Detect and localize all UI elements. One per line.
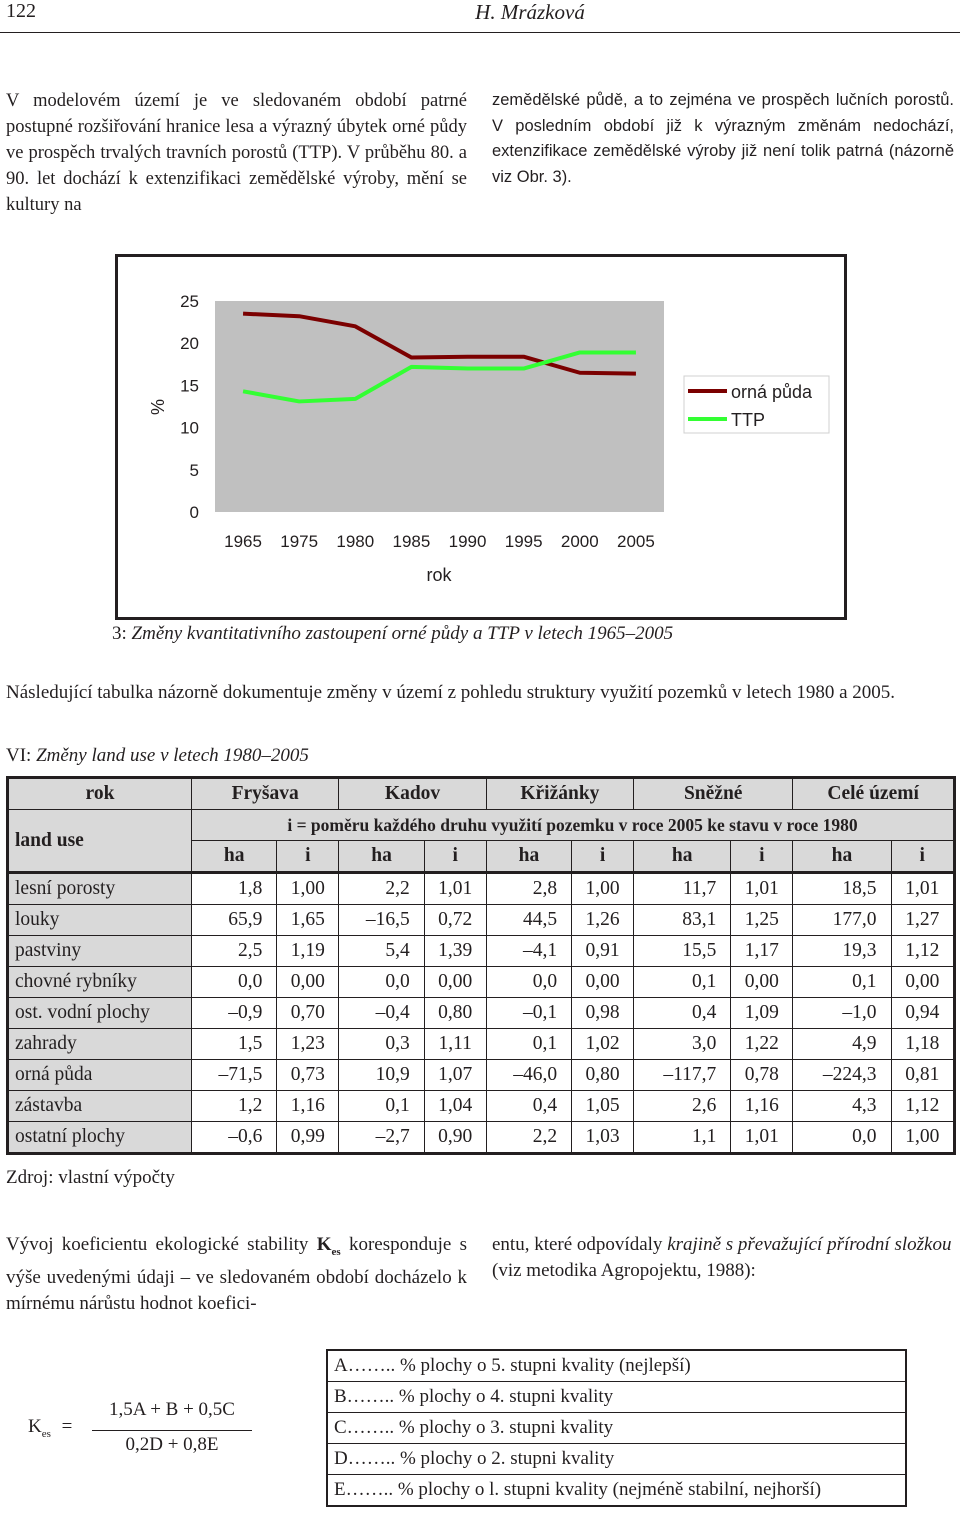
cell-index: 1,18	[891, 1029, 954, 1060]
cell-ha: –224,3	[793, 1060, 891, 1091]
table-row	[8, 936, 955, 967]
col-header-kadov: Kadov	[339, 778, 486, 810]
cell-index: 1,01	[424, 873, 486, 905]
formula-fraction-bar	[92, 1430, 252, 1431]
row-label: ost. vodní plochy	[8, 998, 192, 1029]
cell-ha: 2,2	[339, 873, 424, 905]
table-index-note: i = poměru každého druhu využití pozemku v roce 2005 ke stavu v roce 1980	[192, 810, 955, 841]
cell-index: 1,05	[572, 1091, 634, 1122]
cell-ha: –1,0	[793, 998, 891, 1029]
cell-ha: 4,3	[793, 1091, 891, 1122]
cell-index: 0,98	[572, 998, 634, 1029]
cell-ha: –4,1	[486, 936, 571, 967]
formula-k: K	[28, 1416, 42, 1437]
cell-ha: –46,0	[486, 1060, 571, 1091]
cell-ha: 1,2	[192, 1091, 277, 1122]
kes-right-italic: krajině s převažující přírodní složkou	[667, 1234, 952, 1255]
cell-index: 1,19	[277, 936, 339, 967]
cell-index: 0,00	[424, 967, 486, 998]
row-label: chovné rybníky	[8, 967, 192, 998]
kes-left-paragraph	[6, 1232, 467, 1317]
table-caption-number: VI:	[6, 745, 32, 766]
cell-index: 0,00	[572, 967, 634, 998]
cell-ha: 0,1	[486, 1029, 571, 1060]
col-header-rok: rok	[8, 778, 192, 810]
quality-legend-table	[326, 1349, 907, 1507]
cell-index: 1,17	[731, 936, 793, 967]
row-label: lesní porosty	[8, 873, 192, 905]
x-tick-label: 2000	[560, 532, 599, 551]
cell-index: 0,00	[891, 967, 954, 998]
running-title: H. Mrázková	[475, 0, 585, 24]
intro-right-paragraph: zemědělské půdě, a to zejména ve prospěch lučních porostů. V posledním období již k výrazným změnám nedochází, extenzifikace zemědělské výroby již není tolik patrná (názorně viz Obr. 3).	[492, 91, 954, 186]
legend-label-ttp: TTP	[731, 410, 765, 430]
table-row	[8, 1029, 955, 1060]
cell-ha: –0,1	[486, 998, 571, 1029]
x-tick-label: 1990	[448, 532, 487, 551]
cell-index: 1,11	[424, 1029, 486, 1060]
formula-denominator: 0,2D + 0,8E	[125, 1434, 219, 1455]
col-header-snezne: Sněžné	[634, 778, 793, 810]
cell-ha: 83,1	[634, 905, 731, 936]
cell-index: 1,07	[424, 1060, 486, 1091]
table-row	[8, 998, 955, 1029]
unit-i: i	[731, 841, 793, 873]
cell-ha: –71,5	[192, 1060, 277, 1091]
cell-index: 1,00	[891, 1122, 954, 1154]
col-header-krizanky: Křižánky	[486, 778, 633, 810]
cell-ha: –2,7	[339, 1122, 424, 1154]
cell-index: 1,01	[891, 873, 954, 905]
y-tick-label: 25	[180, 292, 199, 311]
cell-ha: 2,5	[192, 936, 277, 967]
table-row	[8, 967, 955, 998]
table-row	[8, 1122, 955, 1154]
cell-ha: 44,5	[486, 905, 571, 936]
formula-es: es	[41, 1427, 51, 1440]
cell-index: 0,99	[277, 1122, 339, 1154]
kes-symbol-es: es	[331, 1245, 341, 1258]
quality-item-c: C…….. % plochy o 3. stupni kvality	[327, 1413, 906, 1444]
cell-ha: –117,7	[634, 1060, 731, 1091]
formula-equals: =	[61, 1416, 73, 1437]
cell-ha: 11,7	[634, 873, 731, 905]
page-number: 122	[6, 0, 36, 22]
cell-index: 0,81	[891, 1060, 954, 1091]
row-label: pastviny	[8, 936, 192, 967]
cell-index: 0,70	[277, 998, 339, 1029]
formula-numerator: 1,5A + B + 0,5C	[109, 1399, 235, 1420]
row-label: ostatní plochy	[8, 1122, 192, 1154]
row-label: zástavba	[8, 1091, 192, 1122]
table-row	[8, 905, 955, 936]
quality-item-b: B…….. % plochy o 4. stupni kvality	[327, 1382, 906, 1413]
y-tick-label: 15	[180, 376, 199, 396]
cell-index: 1,00	[277, 873, 339, 905]
cell-index: 0,94	[891, 998, 954, 1029]
cell-index: 1,12	[891, 936, 954, 967]
cell-index: 0,72	[424, 905, 486, 936]
y-tick-label: 0	[189, 503, 199, 522]
cell-ha: 0,0	[339, 967, 424, 998]
unit-i: i	[891, 841, 954, 873]
unit-i: i	[572, 841, 634, 873]
table-row	[8, 1060, 955, 1091]
cell-ha: 65,9	[192, 905, 277, 936]
plot-area	[215, 301, 664, 512]
cell-index: 1,25	[731, 905, 793, 936]
cell-ha: 0,1	[339, 1091, 424, 1122]
cell-index: 1,01	[731, 873, 793, 905]
x-tick-label: 1995	[504, 532, 543, 551]
cell-index: 1,65	[277, 905, 339, 936]
cell-ha: 1,1	[634, 1122, 731, 1154]
cell-index: 1,01	[731, 1122, 793, 1154]
cell-ha: 5,4	[339, 936, 424, 967]
cell-ha: 4,9	[793, 1029, 891, 1060]
x-axis-label: rok	[426, 565, 452, 585]
table-caption-text: Změny land use v letech 1980–2005	[36, 745, 309, 766]
cell-index: 0,80	[572, 1060, 634, 1091]
unit-i: i	[277, 841, 339, 873]
cell-ha: 177,0	[793, 905, 891, 936]
formula-lhs	[28, 1416, 72, 1440]
cell-index: 1,04	[424, 1091, 486, 1122]
cell-ha: 0,4	[486, 1091, 571, 1122]
cell-ha: 0,3	[339, 1029, 424, 1060]
cell-ha: 2,2	[486, 1122, 571, 1154]
cell-index: 0,78	[731, 1060, 793, 1091]
unit-ha: ha	[192, 841, 277, 873]
cell-index: 0,90	[424, 1122, 486, 1154]
cell-index: 0,80	[424, 998, 486, 1029]
cell-index: 1,22	[731, 1029, 793, 1060]
kes-left-text-a: Vývoj koeficientu ekologické stability	[6, 1234, 317, 1255]
cell-index: 1,23	[277, 1029, 339, 1060]
row-label: louky	[8, 905, 192, 936]
line-chart	[118, 257, 838, 611]
kes-left-text-b: koresponduje s výše uvedenými údaji – ve sledovaném období docházelo k mírnému nárůstu hodnot koefici-	[6, 1234, 467, 1314]
row-label: zahrady	[8, 1029, 192, 1060]
cell-ha: 2,6	[634, 1091, 731, 1122]
cell-index: 1,16	[731, 1091, 793, 1122]
unit-ha: ha	[634, 841, 731, 873]
cell-index: 1,00	[572, 873, 634, 905]
cell-ha: 0,0	[486, 967, 571, 998]
quality-item-d: D…….. % plochy o 2. stupni kvality	[327, 1444, 906, 1475]
table-intro-paragraph: Následující tabulka názorně dokumentuje změny v území z pohledu struktury využití pozemků v letech 1980 a 2005.	[6, 682, 896, 703]
cell-ha: 1,5	[192, 1029, 277, 1060]
figure-caption-number: 3:	[112, 623, 127, 644]
cell-ha: 19,3	[793, 936, 891, 967]
figure-caption-text: Změny kvantitativního zastoupení orné půdy a TTP v letech 1965–2005	[131, 623, 674, 644]
unit-ha: ha	[339, 841, 424, 873]
x-tick-label: 2005	[617, 532, 655, 551]
kes-right-text-a: entu, které odpovídaly	[492, 1234, 668, 1255]
cell-ha: 0,0	[793, 1122, 891, 1154]
page-header	[0, 0, 960, 33]
land-use-table	[6, 776, 956, 1155]
cell-index: 1,39	[424, 936, 486, 967]
kes-right-paragraph	[492, 1232, 954, 1284]
cell-ha: 18,5	[793, 873, 891, 905]
y-tick-label: 20	[180, 334, 199, 354]
table-row	[8, 873, 955, 905]
cell-index: 0,91	[572, 936, 634, 967]
table-source: Zdroj: vlastní výpočty	[6, 1167, 175, 1188]
unit-ha: ha	[486, 841, 571, 873]
cell-ha: –16,5	[339, 905, 424, 936]
unit-i: i	[424, 841, 486, 873]
cell-ha: –0,4	[339, 998, 424, 1029]
cell-ha: 0,4	[634, 998, 731, 1029]
cell-ha: 15,5	[634, 936, 731, 967]
x-tick-label: 1980	[336, 532, 375, 551]
cell-ha: –0,9	[192, 998, 277, 1029]
cell-index: 0,00	[731, 967, 793, 998]
cell-index: 1,26	[572, 905, 634, 936]
intro-left-paragraph: V modelovém území je ve sledovaném období patrné postupné rozšiřování hranice lesa a výrazný úbytek orné půdy ve prospěch trvalých travních porostů (TTP). V průběhu 80. a 90. let dochází k extenzifikaci zemědělské výroby, mění se kultury na	[6, 91, 467, 215]
cell-ha: 0,1	[793, 967, 891, 998]
legend-label-orna-puda: orná půda	[731, 382, 813, 402]
x-tick-label: 1965	[224, 532, 262, 551]
quality-item-a: A…….. % plochy o 5. stupni kvality (nejlepší)	[327, 1350, 906, 1382]
cell-ha: 0,1	[634, 967, 731, 998]
quality-item-e: E…….. % plochy o l. stupni kvality (nejméně stabilní, nejhorší)	[327, 1475, 906, 1507]
cell-ha: –0,6	[192, 1122, 277, 1154]
col-header-cele-uzemi: Celé území	[793, 778, 955, 810]
cell-index: 1,03	[572, 1122, 634, 1154]
cell-index: 1,16	[277, 1091, 339, 1122]
figure-3-chart	[115, 254, 847, 620]
cell-ha: 1,8	[192, 873, 277, 905]
kes-right-text-b: (viz metodika Agropojektu, 1988):	[492, 1260, 756, 1281]
row-label: orná půda	[8, 1060, 192, 1091]
cell-index: 1,12	[891, 1091, 954, 1122]
x-tick-label: 1985	[392, 532, 431, 551]
cell-ha: 0,0	[192, 967, 277, 998]
cell-index: 1,09	[731, 998, 793, 1029]
cell-index: 1,27	[891, 905, 954, 936]
col-header-frysava: Fryšava	[192, 778, 339, 810]
figure-caption	[112, 623, 673, 645]
cell-ha: 10,9	[339, 1060, 424, 1091]
legend	[684, 376, 829, 433]
y-axis-label: %	[148, 398, 168, 416]
y-tick-label: 5	[189, 460, 199, 480]
cell-ha: 3,0	[634, 1029, 731, 1060]
cell-index: 0,73	[277, 1060, 339, 1091]
cell-index: 1,02	[572, 1029, 634, 1060]
x-tick-label: 1975	[280, 532, 319, 551]
table-row	[8, 1091, 955, 1122]
unit-ha: ha	[793, 841, 891, 873]
cell-index: 0,00	[277, 967, 339, 998]
table-caption	[6, 745, 309, 767]
row-header-land-use: land use	[8, 810, 192, 873]
cell-ha: 2,8	[486, 873, 571, 905]
kes-symbol-k: K	[316, 1234, 332, 1255]
y-tick-label: 10	[180, 418, 199, 438]
